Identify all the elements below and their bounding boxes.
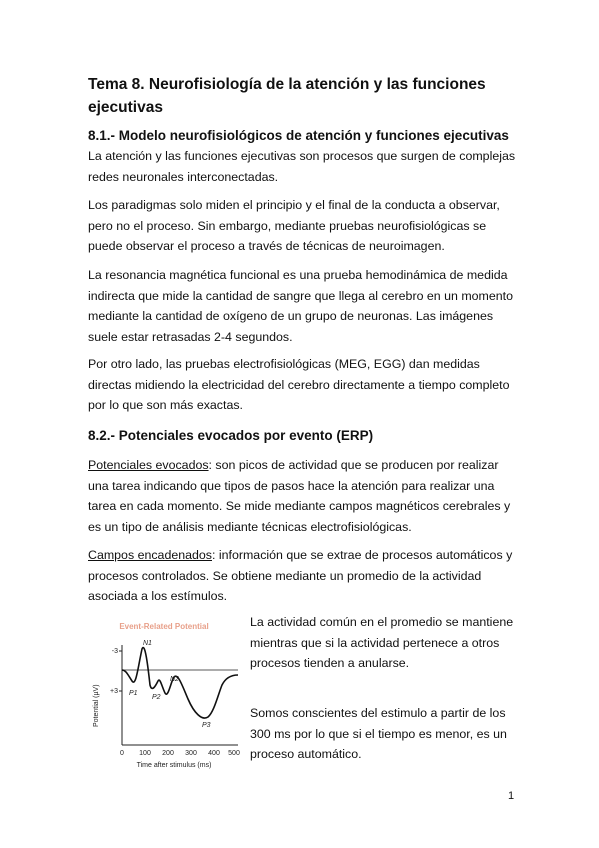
section-heading-8-1: 8.1.- Modelo neurofisiológicos de atención y funciones ejecutivas <box>88 128 509 143</box>
erp-chart <box>88 615 240 775</box>
erp-waveform <box>122 648 238 719</box>
paragraph-atencion: La atención y las funciones ejecutivas son procesos que surgen de complejas redes neuronales interconectadas. <box>88 149 516 184</box>
x-axis-label: Time after stimulus (ms) <box>136 762 212 769</box>
term-potenciales-evocados: Potenciales evocados <box>88 458 209 472</box>
section-heading-8-2: 8.2.- Potenciales evocados por evento (ERP) <box>88 428 374 443</box>
x-tick-label: 0 <box>120 750 124 757</box>
paragraph-actividad-comun: La actividad común en el promedio se mantiene mientras que si la actividad pertenece a otros procesos tienden a anularse. <box>250 615 514 671</box>
x-tick-label: 300 <box>185 750 197 757</box>
peak-label-n2: N2 <box>170 676 179 683</box>
peak-label-p2: P2 <box>152 694 161 701</box>
x-tick-label: 100 <box>139 750 151 757</box>
x-tick-label: 200 <box>162 750 174 757</box>
page-number: 1 <box>508 790 515 802</box>
term-campos-encadenados: Campos encadenados <box>88 548 212 562</box>
paragraph-electrofisiologicas: Por otro lado, las pruebas electrofisiológicas (MEG, EGG) dan medidas directas midiendo la electricidad del cerebro directamente a tiempo completo por lo que son más exactas. <box>88 357 510 413</box>
peak-label-p1: P1 <box>129 690 138 697</box>
y-axis-label: Potential (µV) <box>93 684 100 727</box>
y-tick-label: +3 <box>110 688 118 695</box>
y-tick-label: -3 <box>111 648 118 655</box>
paragraph-potenciales <box>88 455 518 537</box>
paragraph-paradigmas: Los paradigmas solo miden el principio y el final de la conducta a observar, pero no el proceso. Sin embargo, mediante pruebas neurofisiológicas se puede observar el proceso a través de técnicas de neuroimagen. <box>88 198 500 254</box>
definition-campos: : información que se extrae de procesos automáticos y procesos controlados. Se obtiene mediante un promedio de la actividad asociada a los estímulos. <box>88 548 513 604</box>
peak-label-p3: P3 <box>202 722 211 729</box>
x-tick-label: 400 <box>208 750 220 757</box>
paragraph-conscientes: Somos conscientes del estimulo a partir de los 300 ms por lo que si el tiempo es menor, es un proceso automático. <box>250 706 507 762</box>
paragraph-campos <box>88 545 518 607</box>
paragraph-resonancia: La resonancia magnética funcional es una prueba hemodinámica de medida indirecta que mide la cantidad de sangre que llega al cerebro en un momento mediante la cantidad de oxígeno de un grupo de neuronas. Las imágenes suele estar retrasadas 2-4 segundos. <box>88 268 513 344</box>
peak-label-n1: N1 <box>143 640 152 647</box>
page-title: Tema 8. Neurofisiología de la atención y las funciones ejecutivas <box>88 76 486 116</box>
figure-title: Event-Related Potential <box>119 622 209 631</box>
x-tick-label: 500 <box>228 750 240 757</box>
definition-potenciales: : son picos de actividad que se producen por realizar una tarea indicando que tipos de pasos hace la atención para realizar una tarea en cada momento. Se mide mediante campos magnéticos cerebrales y es un tipo de análisis mediante técnicas electrofisiológicas. <box>88 458 511 534</box>
erp-figure <box>88 615 240 775</box>
